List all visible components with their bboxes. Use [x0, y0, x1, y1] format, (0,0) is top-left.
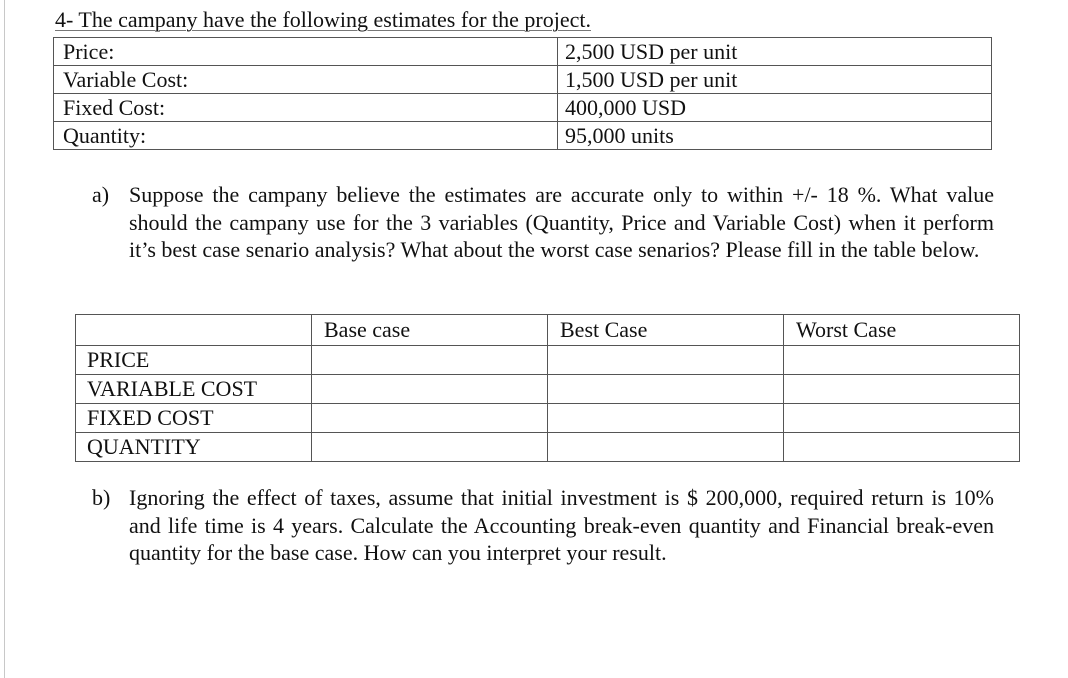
row-label-fixed-cost: FIXED COST [76, 404, 312, 433]
cell-variable-cost-worst[interactable] [784, 375, 1020, 404]
header-base-case: Base case [312, 315, 548, 346]
cell-fixed-cost-base[interactable] [312, 404, 548, 433]
question-b-text: Ignoring the effect of taxes, assume that initial investment is $ 200,000, required return is 10% and life time is 4 years. Calculate the Accounting break-even quantity and Financial break-even quantity for the base case. How can you interpret your result. [129, 485, 994, 565]
question-b [92, 484, 994, 567]
scenario-row-variable-cost [76, 375, 1020, 404]
scenario-header-row [76, 315, 1020, 346]
question-b-marker: b) [92, 485, 111, 510]
cell-quantity-best[interactable] [548, 433, 784, 462]
table-row [54, 94, 992, 122]
estimate-value-variable-cost: 1,500 USD per unit [558, 66, 992, 94]
page-edge [4, 0, 5, 678]
scenario-row-quantity [76, 433, 1020, 462]
question-a-text: Suppose the campany believe the estimates are accurate only to within +/- 18 %. What value should the campany use for the 3 variables (Quantity, Price and Variable Cost) when it perform it’s best case senario analysis? What about the worst case senarios? Please fill in the table below. [129, 182, 994, 262]
estimate-label-variable-cost: Variable Cost: [54, 66, 558, 94]
cell-price-worst[interactable] [784, 346, 1020, 375]
row-label-variable-cost: VARIABLE COST [76, 375, 312, 404]
scenario-row-fixed-cost [76, 404, 1020, 433]
table-row [54, 38, 992, 66]
header-blank-cell [76, 315, 312, 346]
question-a-marker: a) [92, 182, 110, 207]
estimate-label-fixed-cost: Fixed Cost: [54, 94, 558, 122]
row-label-price: PRICE [76, 346, 312, 375]
table-row [54, 66, 992, 94]
estimate-label-quantity: Quantity: [54, 122, 558, 150]
cell-price-base[interactable] [312, 346, 548, 375]
estimate-value-quantity: 95,000 units [558, 122, 992, 150]
cell-fixed-cost-best[interactable] [548, 404, 784, 433]
header-worst-case: Worst Case [784, 315, 1020, 346]
estimates-table [53, 37, 992, 150]
cell-price-best[interactable] [548, 346, 784, 375]
row-label-quantity: QUANTITY [76, 433, 312, 462]
estimate-value-price: 2,500 USD per unit [558, 38, 992, 66]
estimate-value-fixed-cost: 400,000 USD [558, 94, 992, 122]
header-best-case: Best Case [548, 315, 784, 346]
scenario-row-price [76, 346, 1020, 375]
problem-heading: 4- The campany have the following estimates for the project. [55, 7, 591, 32]
scenario-table [75, 314, 1020, 462]
cell-fixed-cost-worst[interactable] [784, 404, 1020, 433]
question-a [92, 181, 994, 264]
cell-quantity-base[interactable] [312, 433, 548, 462]
estimate-label-price: Price: [54, 38, 558, 66]
table-row [54, 122, 992, 150]
cell-variable-cost-base[interactable] [312, 375, 548, 404]
cell-variable-cost-best[interactable] [548, 375, 784, 404]
cell-quantity-worst[interactable] [784, 433, 1020, 462]
